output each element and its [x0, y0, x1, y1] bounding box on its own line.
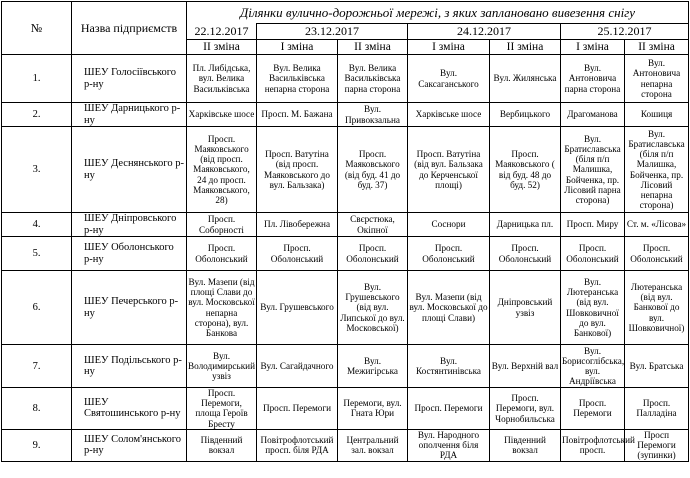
- street-cell: Просп. М. Бажана: [257, 103, 338, 127]
- street-cell: Вул. Лютеранська (від вул. Шовковичної до вул. Банкової): [561, 271, 625, 345]
- header-date-4: 25.12.2017: [561, 24, 689, 40]
- street-cell: Просп. Палладіна: [625, 388, 689, 430]
- street-cell: Вул. Мазепи (від площі Слави до вул. Московської непарна сторона), вул. Банкова: [187, 271, 257, 345]
- street-cell: Просп. Оболонський: [408, 237, 490, 271]
- street-cell: Вул. Велика Васильківська парна сторона: [338, 55, 408, 103]
- table-row: [2, 213, 689, 237]
- street-cell: Дніпровський узвіз: [490, 271, 561, 345]
- street-cell: Просп Перемоги (зупинки): [625, 429, 689, 461]
- table-row: [2, 429, 689, 461]
- row-number: 8.: [2, 388, 72, 430]
- street-cell: Пл. Лівобережна: [257, 213, 338, 237]
- enterprise-name: ШЕУ Подільського р-ну: [72, 345, 187, 388]
- row-number: 9.: [2, 429, 72, 461]
- enterprise-name: ШЕУ Дарницького р-ну: [72, 103, 187, 127]
- row-number: 2.: [2, 103, 72, 127]
- header-shift-3: ІІ зміна: [338, 40, 408, 55]
- street-cell: Вул. Костянтинівська: [408, 345, 490, 388]
- street-cell: Просп. Маяковського ( від буд. 48 до буд. 52): [490, 127, 561, 213]
- street-cell: Просп. Соборності: [187, 213, 257, 237]
- row-number: 7.: [2, 345, 72, 388]
- header-date-2: 23.12.2017: [257, 24, 408, 40]
- row-number: 1.: [2, 55, 72, 103]
- street-cell: Повітрофлотський просп.: [561, 429, 625, 461]
- enterprise-name: ШЕУ Дніпровського р-ну: [72, 213, 187, 237]
- street-cell: Вул. Борисоглібська, вул. Андріївська: [562, 345, 625, 387]
- street-cell: Просп. Ватутіна (від вул. Бальзака до Керченської площі): [408, 127, 490, 213]
- street-cell: Просп. Маяковського (від просп. Маяковського, 24 до просп. Маяковського, 28): [187, 127, 257, 213]
- street-cell: Харківське шосе: [408, 103, 490, 127]
- enterprise-name: ШЕУ Оболонського р-ну: [72, 237, 187, 271]
- street-cell: Просп. Перемоги, вул. Чорнобильська: [490, 388, 561, 430]
- table-row: [2, 388, 689, 430]
- street-cell: Вул. Привокзальна: [338, 103, 408, 127]
- street-cell: Просп. Перемоги: [257, 388, 338, 430]
- street-cell: Південний вокзал: [490, 429, 561, 461]
- header-shift-2: І зміна: [257, 40, 338, 55]
- street-cell: Вул. Жилянська: [490, 55, 561, 103]
- enterprise-name: ШЕУ Святошинського р-ну: [72, 388, 187, 430]
- street-cell: Пл. Либідська, вул. Велика Васильківська: [187, 55, 257, 103]
- header-enterprise-name: Назва підприємств: [72, 2, 187, 55]
- street-cell: Свєрстюка, Окіпної: [338, 213, 408, 237]
- street-cell: Вул. Саксаганського: [408, 55, 490, 103]
- street-cell: Вул. Володимирський узвіз: [187, 345, 257, 388]
- street-cell: Вербицького: [490, 103, 561, 127]
- table-row: [2, 55, 689, 103]
- street-cell: Дарницька пл.: [490, 213, 561, 237]
- enterprise-name: ШЕУ Голосіївського р-ну: [72, 55, 187, 103]
- header-shift-4: І зміна: [408, 40, 490, 55]
- street-cell: Перемоги, вул. Гната Юри: [338, 388, 408, 430]
- enterprise-name: ШЕУ Печерського р-ну: [72, 271, 187, 345]
- street-cell: Просп. Оболонський: [490, 237, 561, 271]
- street-cell: Просп. Оболонський: [338, 237, 408, 271]
- header-number: №: [2, 2, 72, 55]
- enterprise-name: ШЕУ Деснянського р-ну: [72, 127, 187, 213]
- street-cell: Вул. Грушевського (від вул. Липської до вул. Московської): [338, 271, 408, 345]
- street-cell: Вул. Велика Васильківська непарна сторона: [257, 55, 338, 103]
- street-cell: Просп. Маяковського (від буд. 41 до буд. 37): [338, 127, 408, 213]
- row-number: 5.: [2, 237, 72, 271]
- street-cell: Вул. Народного ополчення біля РДА: [408, 429, 490, 461]
- street-cell: Центральний зал. вокзал: [338, 429, 408, 461]
- street-cell: Просп. Оболонський: [257, 237, 338, 271]
- street-cell: Просп. Перемоги: [561, 388, 625, 430]
- street-cell: Вул. Братиславська (біля п/п Малишка, Бойченка, пр. Лісовий непарна сторона): [625, 127, 689, 213]
- street-cell: Соснори: [408, 213, 490, 237]
- street-cell: Вул. Братиславська (біля п/п Малишка, Бойченка, пр. Лісовий парна сторона): [561, 127, 625, 213]
- table-row: [2, 103, 689, 127]
- street-cell: Просп. Ватутіна (від просп. Маяковського до вул. Бальзака): [257, 127, 338, 213]
- header-main-title: Ділянки вулично-дорожньої мережі, з яких заплановано вивезення снігу: [187, 2, 689, 24]
- row-number: 4.: [2, 213, 72, 237]
- street-cell: Драгоманова: [561, 103, 625, 127]
- enterprise-name: ШЕУ Солом'янського р-ну: [72, 429, 187, 461]
- table-row: [2, 271, 689, 345]
- street-cell: Вул. Сагайдачного: [257, 345, 338, 388]
- table-row: [2, 237, 689, 271]
- street-cell: Харківське шосе: [187, 103, 257, 127]
- snow-removal-table: [1, 1, 689, 462]
- header-shift-5: ІІ зміна: [490, 40, 561, 55]
- header-shift-1: ІІ зміна: [187, 40, 257, 55]
- street-cell: Вул. Антоновича парна сторона: [561, 55, 625, 103]
- street-cell: Просп. Оболонський: [187, 237, 257, 271]
- street-cell: Просп. Оболонський: [561, 237, 625, 271]
- street-cell: Кошиця: [625, 103, 689, 127]
- street-cell: Просп. Перемоги, площа Героїв Бресту: [187, 388, 257, 430]
- street-cell: Вул. Верхній вал: [490, 345, 561, 388]
- row-number: 6.: [2, 271, 72, 345]
- table-row: [2, 127, 689, 213]
- header-shift-7: ІІ зміна: [625, 40, 689, 55]
- street-cell: Повітрофлотський просп. біля РДА: [257, 429, 338, 461]
- street-cell: Ст. м. «Лісова»: [625, 213, 689, 237]
- street-cell: Просп. Миру: [561, 213, 625, 237]
- header-shift-6: І зміна: [561, 40, 625, 55]
- header-date-3: 24.12.2017: [408, 24, 561, 40]
- street-cell: Просп. Оболонський: [625, 237, 689, 271]
- header-date-1: 22.12.2017: [187, 24, 257, 40]
- street-cell: Вул. Антоновича непарна сторона: [625, 55, 689, 103]
- street-cell: Лютеранська (від вул. Банкової до вул. Шовковичної): [625, 271, 689, 345]
- row-number: 3.: [2, 127, 72, 213]
- street-cell: Вул. Грушевського: [257, 271, 338, 345]
- street-cell: Вул. Братська: [625, 345, 689, 388]
- table-row: [2, 345, 689, 388]
- street-cell: Вул. Межигірська: [338, 345, 408, 388]
- street-cell: Вул. Мазепи (від вул. Московської до площі Слави): [408, 271, 490, 345]
- street-cell: Просп. Перемоги: [408, 388, 490, 430]
- street-cell: Південний вокзал: [187, 429, 257, 461]
